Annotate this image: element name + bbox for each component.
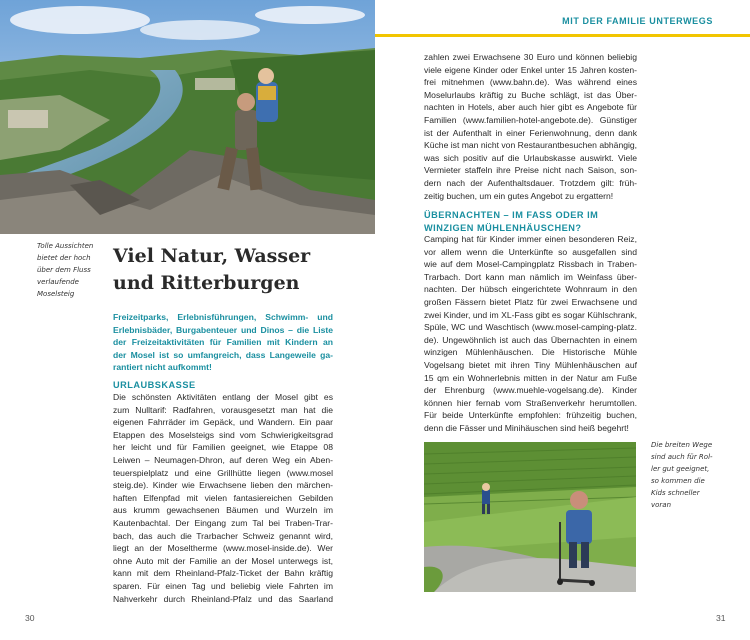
body-line: her leicht und für Familien geeignet, wie Etappe 08 (113, 442, 333, 453)
body-text-right-top (424, 51, 637, 202)
body-line: Spüle, WC und Waschtisch (www.mosel-camping-platz. (424, 322, 637, 333)
article-title (113, 243, 333, 297)
subhead-urlaubskasse: URLAUBSKASSE (113, 380, 196, 390)
body-line: kann mit dem Rheinland-Pfalz-Ticket der Bahn kräftig (113, 568, 333, 579)
article-intro (113, 311, 333, 374)
page-number-left: 30 (25, 613, 35, 623)
caption-left-photo (37, 240, 107, 300)
body-line: denn die Fässer und Minihäuschen sind heiß begehrt! (424, 422, 629, 433)
caption-line: bietet der hoch (37, 254, 91, 262)
body-line: liegt an der Moseltherme (www.mosel-inside.de). Wer (113, 543, 333, 554)
intro-line: der Freizeitaktivitäten für Familien mit Kindern an (113, 337, 333, 348)
intro-line: Freizeitparks, Erlebnisführungen, Schwimm- und (113, 312, 333, 322)
subhead-uebernachten (424, 209, 644, 234)
body-line: Kautenbachtal. Der Eingang zum Tal bei Traben-Trar- (113, 517, 333, 528)
header-rule (375, 34, 750, 37)
intro-line: der Mosel ist so umfangreich, dass Langeweile ga- (113, 349, 333, 360)
body-line: teuerspielplatz und eine Grillhütte liegen (www.mosel (113, 467, 333, 478)
body-line: Leiwen – Neumagen-Dhron, auf deren Weg ein Aben- (113, 454, 333, 465)
body-line: Etappen des Moselsteigs sind vom Schwierigkeitsgrad (113, 429, 333, 440)
body-line: bach, das auch die Trarbacher Schweiz genannt wird, (113, 530, 333, 541)
title-line: und Ritterburgen (113, 272, 300, 294)
body-line: de). Ungewöhnlich ist auch das Übernachten in einem (424, 334, 637, 345)
photo-vineyard-path-kids (424, 442, 636, 592)
subhead-line: WINZIGEN MÜHLENHÄUSCHEN? (424, 222, 582, 233)
body-line: sparen. Für einen Tag und beliebig viele Fahrten im (113, 580, 333, 591)
body-line: viele eigene Kinder oder Enkel unter 15 Jahren kosten- (424, 64, 637, 75)
caption-line: Tolle Aussichten (37, 242, 94, 250)
body-line: nachten in Hotels, aber auch hier gibt es Angebote für (424, 102, 637, 113)
caption-line: ler gut geeignet, (651, 465, 710, 473)
body-line: Nahverkehr durch Rheinland-Pfalz und das Saarland (113, 593, 333, 604)
intro-line: Erlebnisbäder, Burgabenteuer und Dinos – die Liste (113, 324, 333, 335)
title-line: Viel Natur, Wasser (113, 245, 311, 267)
caption-line: Die breiten Wege (651, 441, 713, 449)
subhead-line: ÜBERNACHTEN – IM FASS ODER IM (424, 210, 599, 220)
photo-mosel-valley-hiker (0, 0, 375, 234)
body-line: zwei Kinder, und im XL-Fass gibt es sogar Kühlschrank, (424, 309, 637, 320)
body-line: dern nach der Aufenthaltsdauer. Trotzdem gilt: früh- (424, 177, 637, 188)
caption-line: sind auch für Rol- (651, 453, 713, 461)
body-line: winzigen Mühlenhäuschen. Die Historische Mühle (424, 347, 637, 358)
body-line: Vogelsang bietet mit ihren Tiny Mühlenhäuschen auf (424, 359, 637, 370)
body-line: zeitig buchen, um ein gutes Angebot zu ergattern! (424, 190, 614, 201)
page-number-right: 31 (716, 613, 726, 623)
body-line: Für beide Unterkünfte empfohlen: frühzeitig buchen, (424, 410, 637, 421)
body-text-left (113, 391, 333, 605)
body-line: zum Nulltarif: Radfahren, vorausgesetzt man hat die (113, 404, 333, 415)
body-line: aus krumm gewachsenen Bäumen und Wurzeln im (113, 505, 333, 516)
body-line: wie auf dem Mosel-Campingplatz Rissbach in Traben- (424, 259, 637, 270)
body-line: Küche ist man nicht von Restaurantbesuchen abhängig, (424, 140, 638, 151)
body-line: steig.de). Kinder wie Erwachsene lieben den märchen- (113, 480, 333, 491)
body-line: ohne Auto mit der Familie an der Mosel unterwegs ist, (113, 555, 333, 566)
section-header: MIT DER FAMILIE UNTERWEGS (562, 16, 713, 26)
caption-line: voran (651, 501, 672, 509)
body-line: Trarbach. Dort kann man nämlich im Weinfass über- (424, 271, 637, 282)
body-line: Moselurlaubs kräftig zu Buche schlägt, ist das Über- (424, 89, 637, 100)
body-line: was sich positiv auf die Urlaubskasse auswirkt. Viele (424, 152, 637, 163)
intro-line: rantiert nicht aufkommt! (113, 362, 212, 373)
caption-line: über dem Fluss (37, 266, 91, 274)
body-line: Camping hat für Kinder immer einen besonderen Reiz, (424, 234, 637, 244)
body-line: eigenen Fahrräder im Gepäck, und Wandern. Ein paar (113, 417, 333, 428)
body-line: können hier fernab vom Straßenverkehr herumtollen. (424, 397, 637, 408)
caption-line: Moselsteig (37, 290, 75, 298)
body-line: frei mitnehmen (www.bahn.de). Was während eines (424, 77, 637, 88)
body-line: vor allem wenn die Unterkünfte so ausgefallen sind (424, 246, 637, 257)
caption-line: Kids schneller (651, 489, 700, 497)
body-line: zahlen zwei Erwachsene 30 Euro und können beliebig (424, 52, 637, 62)
caption-line: so kommen die (651, 477, 705, 485)
body-line: ist der Aufenthalt in einer Ferienwohnung, denn dank (424, 127, 637, 138)
caption-line: verlaufende (37, 278, 79, 286)
body-line: Vermieter staffeln ihre Preise nicht nach Saison, son- (424, 165, 637, 176)
body-line: Familien (www.familien-hotel-angebote.de). Günstiger (424, 114, 637, 125)
caption-right-photo (651, 439, 717, 511)
body-text-right-mid (424, 233, 637, 435)
body-line: nachten. Der hübsch eingerichtete Wohnraum in den (424, 284, 637, 295)
body-line: haften Elfenpfad mit vielen fantasiereichen Gebilden (113, 492, 333, 503)
body-line: 15 qm ein Wohnerlebnis mitten in der Natur am Fuße (424, 372, 637, 383)
body-line: der Ehrenburg (www.muehle-vogelsang.de). Kinder (424, 385, 637, 396)
body-line: Die schönsten Aktivitäten entlang der Mosel gibt es (113, 392, 333, 402)
body-line: großen Fässern bietet Platz für zwei Erwachsene und (424, 296, 637, 307)
